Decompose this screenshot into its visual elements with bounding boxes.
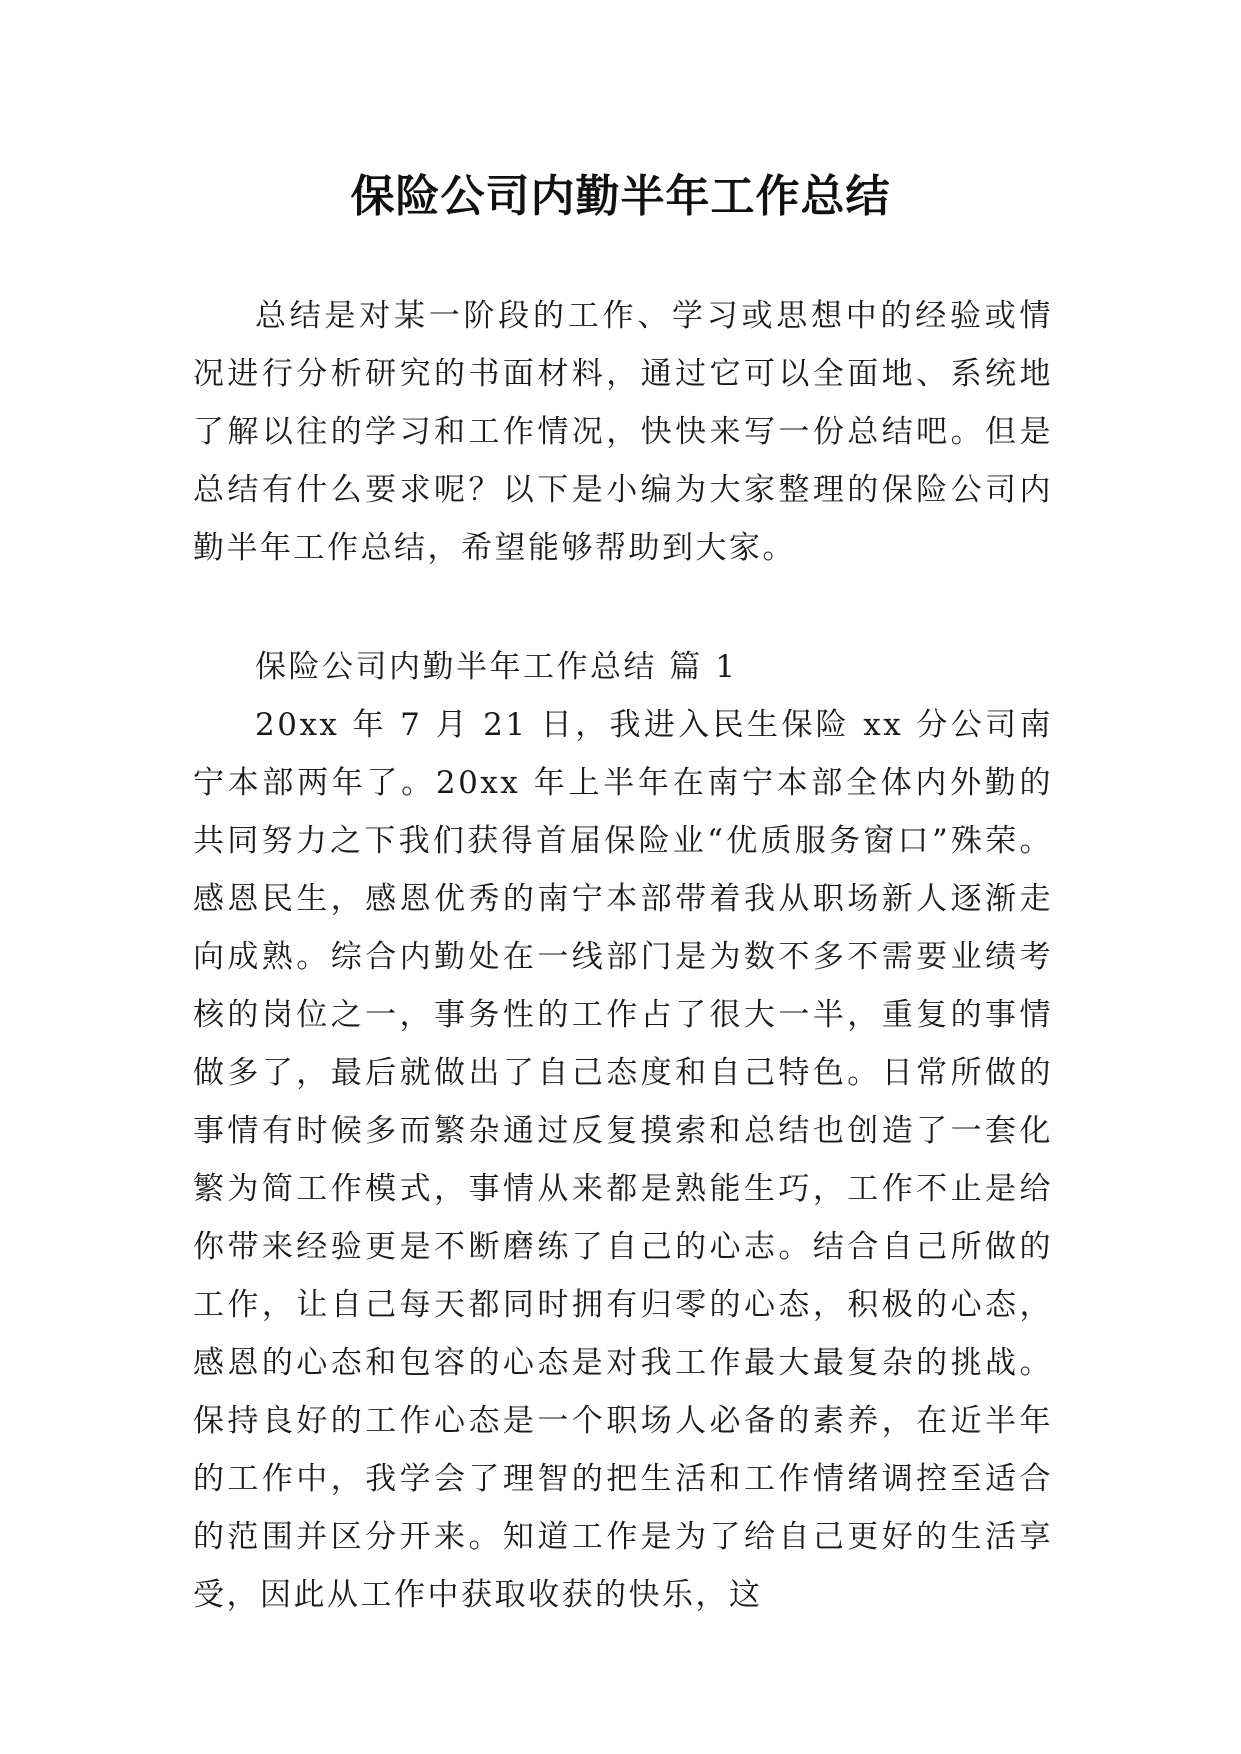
intro-paragraph: 总结是对某一阶段的工作、学习或思想中的经验或情况进行分析研究的书面材料，通过它可以全面地、系统地了解以往的学习和工作情况，快快来写一份总结吧。但是总结有什么要求呢？以下是小编为大家整理的保险公司内勤半年工作总结，希望能够帮助到大家。 — [193, 298, 1053, 566]
section-body-paragraph: 20xx 年 7 月 21 日，我进入民生保险 xx 分公司南宁本部两年了。20xx 年上半年在南宁本部全体内外勤的共同努力之下我们获得首届保险业“优质服务窗口”殊荣。感恩民生，感恩优秀的南宁本部带着我从职场新人逐渐走向成熟。综合内勤处在一线部门是为数不多不需要业绩考核的岗位之一，事务性的工作占了很大一半，重复的事情做多了，最后就做出了自己态度和自己特色。日常所做的事情有时候多而繁杂通过反复摸索和总结也创造了一套化繁为简工作模式，事情从来都是熟能生巧，工作不止是给你带来经验更是不断磨练了自己的心志。结合自己所做的工作，让自己每天都同时拥有归零的心态，积极的心态，感恩的心态和包容的心态是对我工作最大最复杂的挑战。保持良好的工作心态是一个职场人必备的素养，在近半年的工作中，我学会了理智的把生活和工作情绪调控至适合的范围并区分开来。知道工作是为了给自己更好的生活享受，因此从工作中获取收获的快乐，这 — [193, 707, 1053, 1613]
document-title: 保险公司内勤半年工作总结 — [350, 171, 891, 223]
section-heading: 保险公司内勤半年工作总结 篇 1 — [255, 649, 738, 685]
